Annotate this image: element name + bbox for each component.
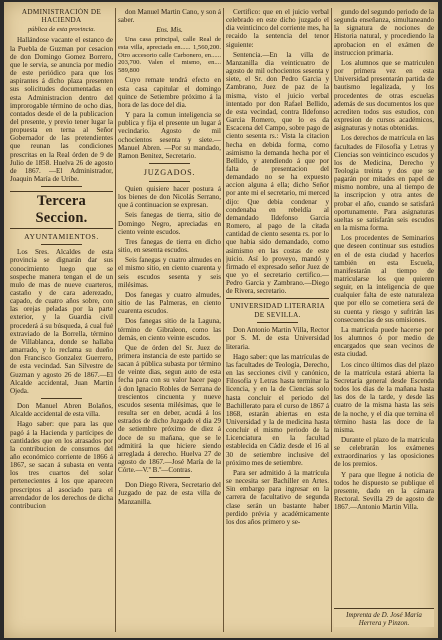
- notice-paragraph: gundo del segundo periodo de la segunda enseñanza, simultaneando la signatura de nociones de Historia natural, y procediendo la aprobacion en el exámen de instruccion primaria.: [334, 8, 434, 57]
- column-rule: [331, 8, 332, 632]
- notice-subheading: pública de esta provincia.: [27, 25, 96, 33]
- column-rule: [115, 8, 116, 632]
- notice-paragraph: Los cinco últimos dias del plazo de la matrícula estará abierta la Secretaría general desde Escenda todos los dias de la mañana hasta las dos de la tarde, y desde las cuatro de la misma hasta las seis de la noche, y el dia que ternina el término hasta las doce de la misma.: [334, 360, 434, 434]
- separator: [149, 477, 190, 478]
- separator: [257, 322, 298, 323]
- notice-paragraph: Tres fanegas de tierra en dicho sitio, en sesenta escudos.: [118, 237, 221, 255]
- notice-paragraph: Seis fanegas y cuatro almudes en el mismo sitio, en ciento cuarenta y seis escudos sesenta y seis milésimas.: [118, 256, 221, 289]
- notice-paragraph: Don Manuel Abren Bolaños, Alcalde accidental de esta villa.: [10, 402, 113, 419]
- separator: [226, 298, 329, 299]
- notice-paragraph: Dos fanegas y cuatro almudes, sitio de las Palmeras, en ciento cuarenta escudos.: [118, 290, 221, 316]
- notice-paragraph: Don Diego Rivera, Secretario del Juzgado de paz de esta villa de Manzanilla.: [118, 481, 221, 506]
- separator: [149, 181, 190, 182]
- notice-paragraph: Y para la comun inteligencia se publica y fija el presente un lugar á vecindario. Agosto de mil ochocientos sesenta y siete.—Manuel Abren. —Por su mandado, Ramon Benitez, Secretario.: [118, 111, 221, 160]
- juzgados-title: JUZGADOS.: [143, 168, 196, 177]
- notice-paragraph: Cuyo remate tendrá efecto en esta casa capitular el domingo quince de Setiembre próximo á la hora de las doce del dia.: [118, 76, 221, 109]
- notice-paragraph: La matrícula puede hacerse por los alumnos ó por medio de encargados que sean vecinos de esta ciudad.: [334, 325, 434, 359]
- column-2: [118, 8, 221, 634]
- notice-paragraph: don Manuel Martin Cano, y son á saber.: [118, 8, 221, 25]
- notice-paragraph: Que de órden del Sr. Juez de primera instancia de este partido se sacan á pública subasta por término de veinte dias, segun auto de esta fecha para con su valor hacer pago á don Ignacio Robles de Serrana de trescientos cincuenta y nueve escudos sesenta milésimas, que le resulta ser en deber, acudá á los estrados de dicho Juzgado el dia 29 de setiembre próximo de diez á doce de su mañana, que se le admitirá la que hiciere siendo arreglada á derecho. Huelva 27 de agosto de 1867.—José María de la Córte.—V.º B.º—Contras.: [118, 343, 221, 475]
- imprint-line: Herrera y Pinzon.: [358, 619, 410, 628]
- notice-paragraph: Los procedentes de Seminarios que deseen continuar sus estudios en el de esta ciudad y hacerlos también en esta Escuela, manifestarán al tiempo de matricularse los que quieren seguir, en la inteligencia de que cualquier falta de este naturaleza que por ello se cometiera será de su cuenta y riesgo y sufrirán las consecuencias de sus omisiones.: [334, 234, 434, 324]
- notice-paragraph: Dos fanegas sitio de la Laguna, término de Gibraleon, como las demás, en ciento veinte escudos.: [118, 317, 221, 342]
- notice-paragraph: Los Sres. Alcaldes de esta provincia se dignarán dar sus conocimiento luego que se sospeche manera tengan el de un mulo de mas de nueve cuarteros, castaño y de cara aderezado, capado, de cuatro años sobre, con las orejas peladas por la parte exterior, y la Guardia civil procederá á su búsqueda, á cual fué extraviado de la Borrella, término de Villablanca, donde se hallaba amarrado, y lo reclama su dueño don Francisco Gonzalez Guerrero, de esta vecindad. San Silvestre de Guzman y agosto 26 de 1867.—El Alcalde accidental, Juan Martin Ojeda.: [10, 248, 113, 395]
- notice-paragraph: Don Antonio Martin Villa, Rector por S. M. de esta Universidad literaria.: [226, 326, 329, 351]
- notice-paragraph: Y para que llegue á noticia de todos he dispuesto se publique el presente, dado en la cámara Rectoral. Sevilla 29 de agosto de 1867.—Antonio Martin Villa.: [334, 470, 434, 512]
- column-4: [334, 8, 434, 602]
- section-title: Tercera Seccion.: [10, 191, 113, 229]
- notice-paragraph: Durante el plazo de la matrícula se celebrarán los exámenes extraordinarios y las oposiciones de los premios.: [334, 435, 434, 469]
- notice-paragraph: Certifico: que en el juicio verbal celebrado en este dicho juzgado el dia veinticinco del corriente mes, ha recaido la sentencia del tenor siguiente:: [226, 8, 329, 49]
- notice-paragraph: Hallándose vacante el estanco de la Puebla de Guzman por cesacion de don Domingo Gomez Borrero, que le servia, se anuncia por medio de este periódico para que los aspirantes á dicho plaza presenten sus solicitudes documentadas en esta Administracion dentro del improrogable término de ocho dias, contados desde el de la publicacion del presente, y previo tener lugar la propuesta en terna al Señor Gobernador de las pretendientes que reunan las condiciones prescritas en la Real órden de 9 de Julio de 1858. Huelva 26 de agosto de 1867. —El Administrador, Joaquin María de Uribe.: [10, 36, 113, 184]
- printer-imprint: [334, 608, 434, 627]
- university-title: UNIVERSIDAD LITERARIA DE SEVILLA.: [229, 302, 326, 319]
- separator: [41, 244, 82, 245]
- notice-paragraph: Hago saber: que las matrículas de las facultades de Teología, Derecho, en las secciones civil y canónico, Filosofía y Letras hasta terminar la licencia, y en la de Ciencias solo hasta concluir el periodo del Bachillerato para el curso de 1867 á 1868, estarán abiertas en esta Universidad y la de medicina hasta concluir el mismo periodo de la Licenciatura en la facultad establecida en Cádiz desde el 16 al 30 de setiembre inclusive del próximo mes de setiembre.: [226, 352, 329, 467]
- property-list: Una casa principal, calle Real de esta villa, apreciada en...... 1,560,200. Otro accesorio calle Carbonero, en...... 203,700. Valen el mismo, en.... 589,800: [118, 36, 221, 74]
- notice-paragraph: Hago saber: que para las que pagó á la Hacienda y partícipes de cantidades que en los atrasados por la contribucion de consumos del año económico corriente de 1866 á 1867, se sacan á subasta en venta los tres cuartos del solar pertenecientes á los que aparecen prescriptos al asociado para el arrendador de los derechos de dicha contribucion: [10, 420, 113, 510]
- separator: [149, 163, 190, 164]
- separator: [41, 186, 82, 187]
- imprint-line: Imprenta de D. José María: [346, 611, 422, 619]
- column-1: [10, 8, 113, 634]
- notice-paragraph: Sentencia.—En la villa de Manzanilla dia veinticuatro de agosto de mil ochocientos sesenta y siete, el Sr. don Pedro Garcia y Zambrano, Juez de paz de la misma, visto el juicio verbal intentado por don Rafael Bellido, de esta vecindad, contra Ildefonso Garcia Romero, que lo es da Escacena del Campo, sobre pago de ciento sesenta rs.: Vista la citacion hecha en debida forma, como asimismo la demanda hecha por el Bellido, y atendiendo á que por falta de presentacion del demandado no se ha expuesto accion alguna á ella; dicho Señor por ante mi el secretario, mi merced dijo: Que debia condenar y condenaba en rebeldía al demandado Ildefonso Garcia Romero, al pago de la citada cantidad de ciento sesenta rs. por lo que habia sido demandado, como asimismo en las costas de este juicio. Así lo proveyo, mandó y firmado el expresado señor Juez de que yo el secretario certifico.—Pedro Garcia y Zambrano.—Diego de Rivera, secretario.: [226, 50, 329, 296]
- currency-header: Ens. Mis.: [156, 26, 183, 35]
- column-rule: [223, 8, 224, 632]
- newspaper-page: [4, 2, 438, 638]
- notice-paragraph: Para ser admitido á la matrícula se necesita ser Bachiller en Artes. Sin embargo para ingresar en la carrera de facultativo de segunda clase serán un bastante haber perdido prévia y académicamente los dos años primero y se-: [226, 468, 329, 526]
- notice-paragraph: Seis fanegas de tierra, sitio de Domingo Negro, apreciadas en ciento veinte escudos.: [118, 211, 221, 236]
- notice-paragraph: Quien quisiere hacer postura á los bienes de don Nicolás Serrano, que á continuacion se expresan.: [118, 185, 221, 210]
- column-3: [226, 8, 329, 634]
- notice-paragraph: Los derechos de matrícula en las facultades de Filosofía y Letras y Ciencias son veinticinco escudos y los de Medicina, Derecho y Teologia treinta y dos que se pagarán por mitades en papel de mismo nombre, una al tiempo de la inscripcion y otra antes de probar el año, cuando se satisfará oportunamente. Para asignaturas sueltas se satisfarán seis escudos en la misma forma.: [334, 134, 434, 233]
- notice-paragraph: Los alumnos que se matriculen por primera vez en esta Universidad presentarán partida de bautismo legalizada, y los procedentes de otras escuelas además de sus documentos los que acrediten todos sus estudios, con expresion de cursos académicos, asignaturas y notas obtenidas.: [334, 58, 434, 133]
- notice-heading: ADMINISTRACIÓN DE HACIENDA: [21, 8, 102, 25]
- separator: [41, 398, 82, 399]
- section-subtitle: AYUNTAMIENTOS.: [24, 232, 99, 242]
